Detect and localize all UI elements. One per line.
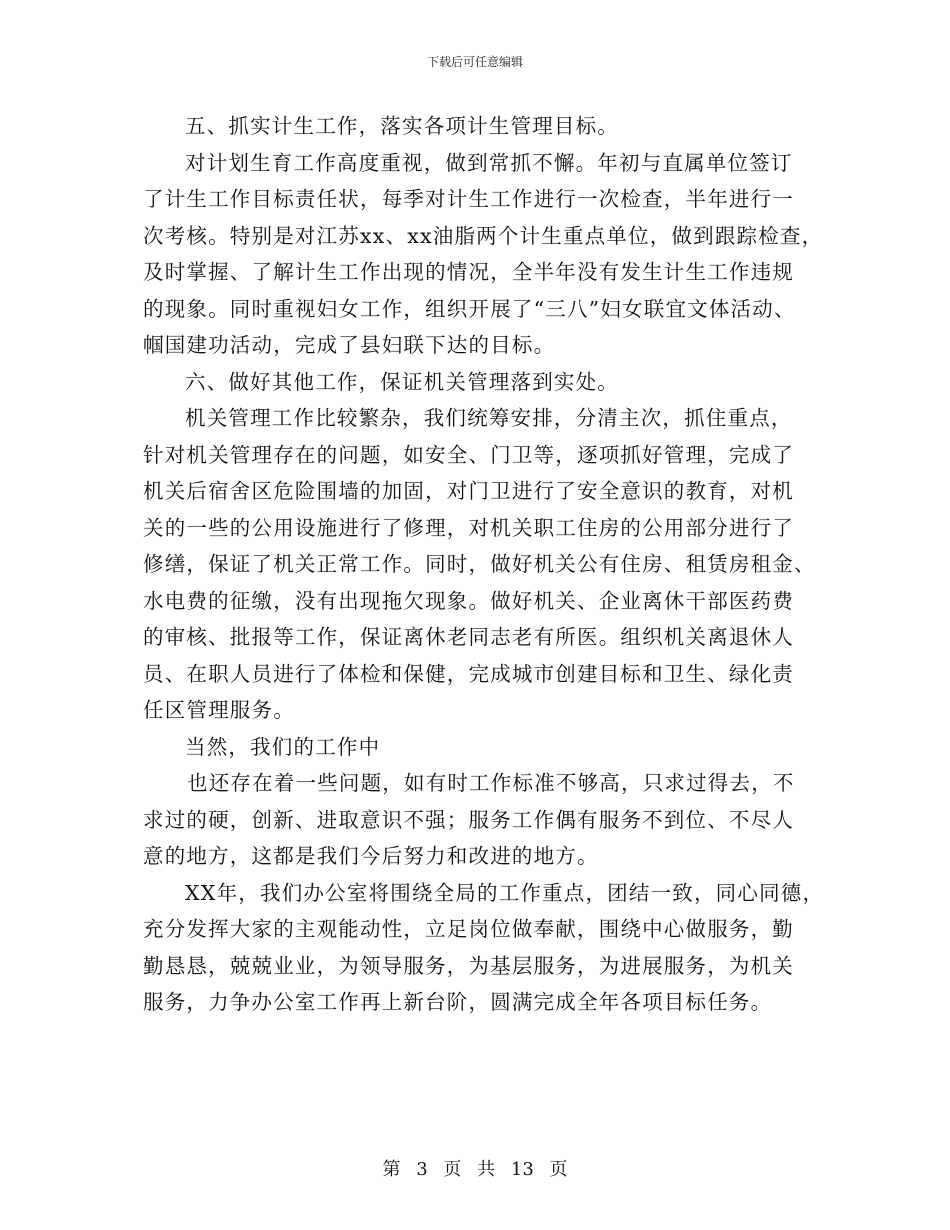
paragraph-line: 的现象。同时重视妇女工作，组织开展了“三八”妇女联宜文体活动、 — [143, 296, 796, 321]
paragraph-line: 了计生工作目标责任状，每季对计生工作进行一次检查，半年进行一 — [143, 187, 794, 211]
paragraph-line: 修缮，保证了机关正常工作。同时，做好机关公有住房、租赁房租金、 — [143, 552, 816, 576]
paragraph-line: 勤恳恳，兢兢业业，为领导服务，为基层服务，为进展服务，为机关 — [143, 953, 794, 978]
paragraph-line: 机关管理工作比较繁杂，我们统筹安排，分清主次，抓住重点， — [185, 406, 793, 430]
footer-gong: 共 — [477, 1159, 496, 1180]
document-body — [143, 108, 823, 1021]
paragraph-line: 次考核。特别是对江苏xx、xx油脂两个计生重点单位，做到跟踪检查， — [143, 223, 824, 248]
paragraph-line: 任区管理服务。 — [143, 698, 295, 722]
footer-total-pages: 13 — [510, 1159, 534, 1180]
paragraph-line: 水电费的征缴，没有出现拖欠现象。做好机关、企业离休干部医药费 — [143, 588, 794, 613]
page-footer — [0, 1155, 950, 1181]
footer-di: 第 — [382, 1159, 401, 1180]
paragraph-line: 的审核、批报等工作，保证离休老同志老有所医。组织机关离退休人 — [143, 625, 794, 649]
paragraph-line: 对计划生育工作高度重视，做到常抓不懈。年初与直属单位签订 — [185, 150, 793, 175]
footer-ye: 页 — [549, 1159, 568, 1180]
paragraph-line: 意的地方，这都是我们今后努力和改进的地方。 — [143, 844, 599, 868]
section-heading: 五、抓实计生工作，落实各项计生管理目标。 — [185, 114, 619, 138]
paragraph-line: 员、在职人员进行了体检和保健，完成城市创建目标和卫生、绿化责 — [143, 661, 794, 686]
paragraph-line: 及时掌握、了解计生工作出现的情况，全半年没有发生计生工作违规 — [143, 260, 794, 284]
paragraph-line: 针对机关管理存在的问题，如安全、门卫等，逐项抓好管理，完成了 — [143, 442, 794, 467]
footer-ye: 页 — [443, 1159, 462, 1180]
section-heading: 六、做好其他工作，保证机关管理落到实处。 — [185, 369, 619, 394]
paragraph-line: 帼国建功活动，完成了县妇联下达的目标。 — [143, 333, 556, 357]
paragraph-line: 服务，力争办公室工作再上新台阶，圆满完成全年各项目标任务。 — [143, 990, 773, 1014]
paragraph-line: 机关后宿舍区危险围墙的加固，对门卫进行了安全意识的教育，对机 — [143, 479, 794, 503]
paragraph-line: 当然，我们的工作中 — [185, 734, 381, 759]
paragraph-line: 求过的硬，创新、进取意识不强；服务工作偶有服务不到位、不尽人 — [143, 807, 794, 832]
footer-page-number: 3 — [416, 1159, 428, 1180]
paragraph-line: XX年，我们办公室将围绕全局的工作重点，团结一致，同心同德， — [185, 880, 825, 905]
header-note: 下载后可任意编辑 — [426, 55, 523, 69]
paragraph-line: 关的一些的公用设施进行了修理，对机关职工住房的公用部分进行了 — [143, 515, 794, 540]
paragraph-line: 充分发挥大家的主观能动性，立足岗位做奉献，围绕中心做服务，勤 — [143, 917, 794, 941]
paragraph-line: 也还存在着一些问题，如有时工作标准不够高，只求过得去，不 — [187, 771, 795, 795]
